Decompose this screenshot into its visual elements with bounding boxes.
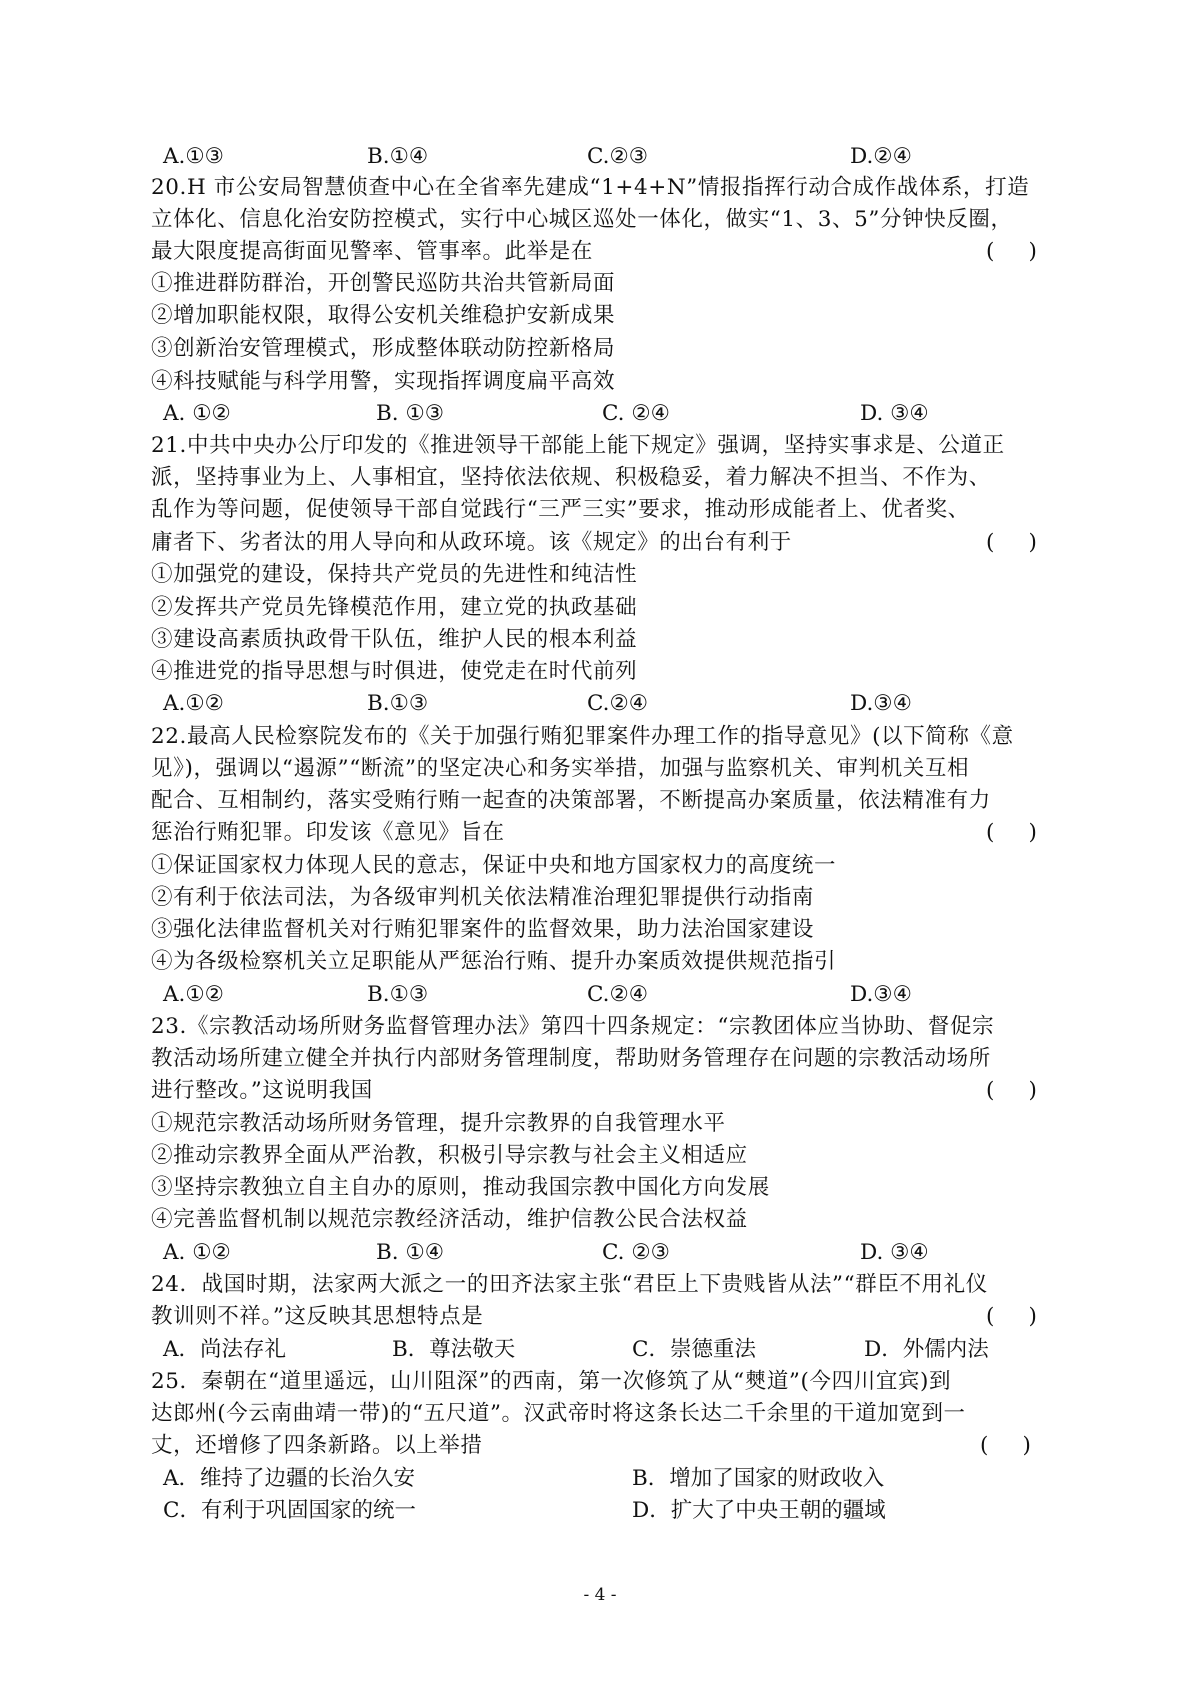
statement-1: ①规范宗教活动场所财务管理，提升宗教界的自我管理水平 [151,1111,726,1136]
question-stem-line: 派，坚持事业为上、人事相宜，坚持依法依规、积极稳妥，着力解决不担当、不作为、 [151,465,991,490]
answer-blank: ( ) [986,820,1037,845]
question-stem-line: 惩治行贿犯罪。印发该《意见》旨在 [151,820,505,845]
option-c: C．有利于巩固国家的统一 [163,1498,416,1523]
option-a: A.①② [163,982,224,1007]
option-d: D.③④ [850,982,912,1007]
question-stem-line: 23.《宗教活动场所财务监督管理办法》第四十四条规定：“宗教团体应当协助、督促宗 [151,1014,995,1039]
option-d: D.③④ [850,691,912,716]
option-b: B．尊法敬天 [392,1337,516,1362]
question-stem-line: 配合、互相制约，落实受贿行贿一起查的决策部署，不断提高办案质量，依法精准有力 [151,788,991,813]
option-a: A．尚法存礼 [163,1337,287,1362]
statement-4: ④完善监督机制以规范宗教经济活动，维护信教公民合法权益 [151,1207,748,1232]
question-stem-line: 21.中共中央办公厅印发的《推进领导干部能上能下规定》强调，坚持实事求是、公道正 [151,433,1005,458]
question-stem-line: 乱作为等问题，促使领导干部自觉践行“三严三实”要求，推动形成能者上、优者奖、 [151,497,970,522]
page-number: - 4 - [583,1585,617,1605]
option-c: C.②④ [587,982,649,1007]
option-d: D. ③④ [860,401,929,426]
answer-blank: ( ) [986,239,1037,264]
option-c: C. ②④ [602,401,670,426]
option-c: C.②③ [587,144,649,169]
answer-blank: ( ) [986,1078,1037,1103]
answer-blank: ( ) [986,530,1037,555]
answer-blank: ( ) [986,1304,1037,1329]
option-a: A．维持了边疆的长治久安 [163,1466,416,1491]
statement-1: ①推进群防群治，开创警民巡防共治共管新局面 [151,271,616,296]
statement-3: ③建设高素质执政骨干队伍，维护人民的根本利益 [151,627,638,652]
statement-2: ②增加职能权限，取得公安机关维稳护安新成果 [151,303,616,328]
statement-1: ①加强党的建设，保持共产党员的先进性和纯洁性 [151,562,638,587]
question-stem-line: 25．秦朝在“道里遥远，山川阻深”的西南，第一次修筑了从“僰道”(今四川宜宾)到 [151,1369,952,1394]
option-a: A. ①② [163,401,231,426]
question-stem-line: 22.最高人民检察院发布的《关于加强行贿犯罪案件办理工作的指导意见》(以下简称《意 [151,724,1014,749]
statement-3: ③坚持宗教独立自主自办的原则，推动我国宗教中国化方向发展 [151,1175,770,1200]
option-a: A.①② [163,691,224,716]
question-stem-line: 立体化、信息化治安防控模式，实行中心城区巡处一体化，做实“1、3、5”分钟快反圈， [151,207,1013,232]
question-stem-line: 达郎州(今云南曲靖一带)的“五尺道”。汉武帝时将这条长达二千余里的干道加宽到一 [151,1401,966,1426]
question-stem-line: 进行整改。”这说明我国 [151,1078,373,1103]
question-stem-line: 教活动场所建立健全并执行内部财务管理制度，帮助财务管理存在问题的宗教活动场所 [151,1046,991,1071]
option-d: D. ③④ [860,1240,929,1265]
option-d: D．外儒内法 [864,1337,989,1362]
option-b: B. ①③ [376,401,445,426]
statement-2: ②有利于依法司法，为各级审判机关依法精准治理犯罪提供行动指南 [151,885,815,910]
option-b: B．增加了国家的财政收入 [632,1466,885,1491]
statement-4: ④科技赋能与科学用警，实现指挥调度扁平高效 [151,369,616,394]
statement-3: ③创新治安管理模式，形成整体联动防控新格局 [151,336,616,361]
option-d: D.②④ [850,144,912,169]
option-c: C．崇德重法 [632,1337,756,1362]
question-stem-line: 见》)，强调以“遏源”“断流”的坚定决心和务实举措，加强与监察机关、审判机关互相 [151,756,970,781]
option-c: C.②④ [587,691,649,716]
option-c: C. ②③ [602,1240,670,1265]
option-b: B. ①④ [376,1240,445,1265]
option-a: A.①③ [163,144,224,169]
statement-4: ④为各级检察机关立足职能从严惩治行贿、提升办案质效提供规范指引 [151,949,837,974]
option-a: A. ①② [163,1240,231,1265]
statement-4: ④推进党的指导思想与时俱进，使党走在时代前列 [151,659,638,684]
statement-2: ②推动宗教界全面从严治教，积极引导宗教与社会主义相适应 [151,1143,748,1168]
question-stem-line: 庸者下、劣者汰的用人导向和从政环境。该《规定》的出台有利于 [151,530,792,555]
statement-1: ①保证国家权力体现人民的意志，保证中央和地方国家权力的高度统一 [151,853,837,878]
option-b: B.①④ [367,144,429,169]
question-stem-line: 24．战国时期，法家两大派之一的田齐法家主张“君臣上下贵贱皆从法”“群臣不用礼仪 [151,1272,988,1297]
statement-2: ②发挥共产党员先锋模范作用，建立党的执政基础 [151,595,638,620]
question-stem-line: 丈，还增修了四条新路。以上举措 [151,1433,483,1458]
question-stem-line: 20.H 市公安局智慧侦查中心在全省率先建成“1+4+N”情报指挥行动合成作战体系，打造 [151,175,1030,200]
question-stem-line: 最大限度提高街面见警率、管事率。此举是在 [151,239,594,264]
option-d: D．扩大了中央王朝的疆域 [632,1498,886,1523]
answer-blank: ( ) [980,1433,1031,1458]
question-stem-line: 教训则不祥。”这反映其思想特点是 [151,1304,484,1329]
option-b: B.①③ [367,691,429,716]
option-b: B.①③ [367,982,429,1007]
statement-3: ③强化法律监督机关对行贿犯罪案件的监督效果，助力法治国家建设 [151,917,815,942]
